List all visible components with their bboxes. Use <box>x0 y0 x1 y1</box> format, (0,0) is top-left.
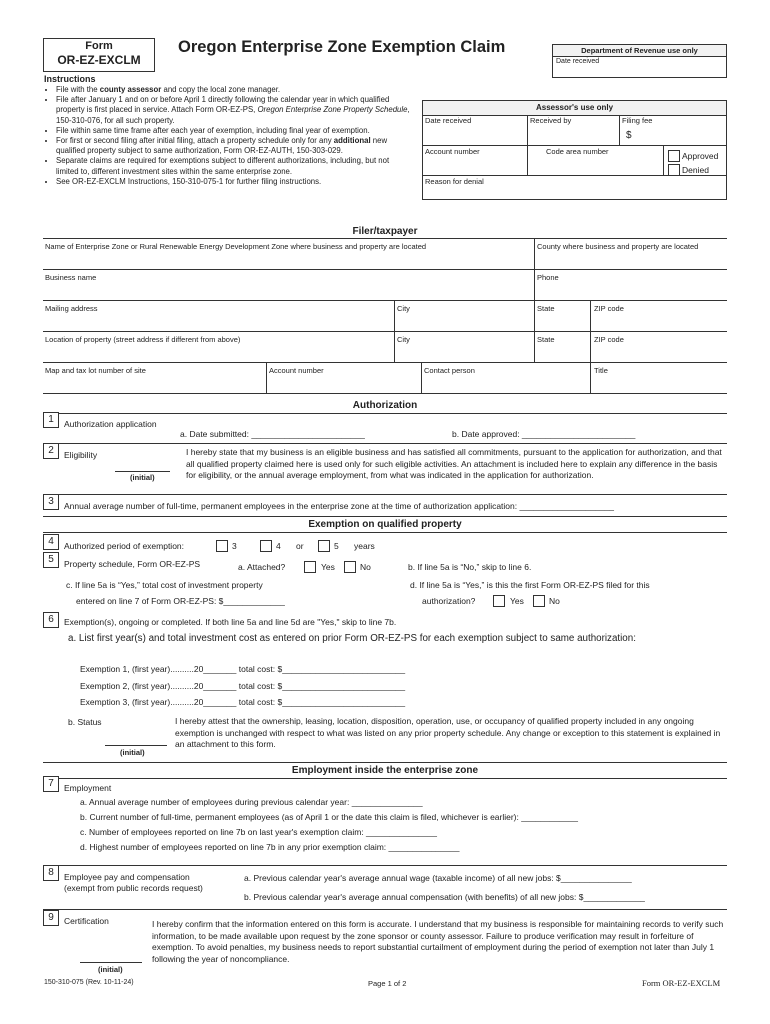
filing-fee-dollar: $ <box>626 130 632 141</box>
assessor-received-by: Received by <box>530 116 572 125</box>
exemption-3-field[interactable]: Exemption 3, (first year)..........20_______ total cost: $__________________________ <box>80 697 406 707</box>
line-5d-no-checkbox[interactable] <box>533 595 545 607</box>
map-tax-lot-field[interactable]: Map and tax lot number of site <box>45 366 146 375</box>
assessor-code-area: Code area number <box>546 147 609 156</box>
line-5-label: Property schedule, Form OR-EZ-PS <box>64 559 201 569</box>
period-3-label: 3 <box>232 541 237 551</box>
filer-section-title: Filer/taxpayer <box>352 226 418 237</box>
business-name-field[interactable]: Business name <box>45 273 97 282</box>
dor-use-box <box>552 44 727 78</box>
footer-form-name: Form OR-EZ-EXCLM <box>642 978 721 988</box>
line-5d-text: d. If line 5a is “Yes,” is this the first Form OR-EZ-PS filed for this <box>410 580 650 590</box>
line-1-number: 1 <box>43 412 59 428</box>
line-7b-field[interactable]: b. Current number of full-time, permanent employees (as of April 1 or the date this claim is filed, whichever is earlier): ____________ <box>80 812 578 822</box>
line-8-label: Employee pay and compensation <box>64 872 190 882</box>
line-1-label: Authorization application <box>64 419 157 429</box>
line-5c-cost-field[interactable]: entered on line 7 of Form OR-EZ-PS: $_____________ <box>76 596 285 606</box>
line-8-sublabel: (exempt from public records request) <box>64 883 203 893</box>
period-5-checkbox[interactable] <box>318 540 330 552</box>
footer-page-number: Page 1 of 2 <box>368 979 407 988</box>
filer-account-number-field[interactable]: Account number <box>269 366 324 375</box>
reason-for-denial: Reason for denial <box>425 177 484 186</box>
exemption-2-field[interactable]: Exemption 2, (first year)..........20_______ total cost: $__________________________ <box>80 681 406 691</box>
zone-name-field[interactable]: Name of Enterprise Zone or Rural Renewable Energy Development Zone where business and property are located <box>45 242 427 251</box>
line-5a-no-label: No <box>360 562 371 572</box>
line-5b-text: b. If line 5a is “No,” skip to line 6. <box>408 562 532 572</box>
line-6a-label: a. List first year(s) and total investment cost as entered on prior Form OR-EZ-PS for each exemption subject to same authorization: <box>68 633 636 644</box>
exemption-section-title: Exemption on qualified property <box>308 519 462 530</box>
denied-label: Denied <box>682 165 709 175</box>
line-2-number: 2 <box>43 443 59 459</box>
line-8-number: 8 <box>43 865 59 881</box>
line-5-number: 5 <box>43 552 59 568</box>
period-4-label: 4 <box>276 541 281 551</box>
title-field[interactable]: Title <box>594 366 608 375</box>
page-title: Oregon Enterprise Zone Exemption Claim <box>178 38 506 56</box>
date-submitted-field[interactable]: a. Date submitted: ________________________ <box>180 429 365 439</box>
form-id-box <box>43 38 155 72</box>
period-or-label: or <box>296 541 304 551</box>
instruction-item: • File after January 1 and on or before April 1 directly following the calendar year in which qualified property is first placed in service. Attach Form OR-EZ-PS, Oregon Enterprise Zone Property Schedule, 150-310-076, for all such property. <box>56 95 412 126</box>
assessor-filing-fee: Filing fee <box>622 116 653 125</box>
line-2-label: Eligibility <box>64 450 98 460</box>
instructions <box>44 73 412 187</box>
dor-date-received: Date received <box>556 58 600 65</box>
instruction-item: • See OR-EZ-EXCLM Instructions, 150-310-075-1 for further filing instructions. <box>56 177 412 187</box>
period-years-label: years <box>354 541 375 551</box>
employment-section-title: Employment inside the enterprise zone <box>291 765 479 776</box>
approved-checkbox[interactable] <box>668 150 680 162</box>
period-4-checkbox[interactable] <box>260 540 272 552</box>
line-7c-field[interactable]: c. Number of employees reported on line 7b on last year's exemption claim: _______________ <box>80 827 437 837</box>
period-5-label: 5 <box>334 541 339 551</box>
line-5d-yes-checkbox[interactable] <box>493 595 505 607</box>
eligibility-statement: I hereby state that my business is an eligible business and has satisfied all commitments, pursuant to the application for authorization, and that all qualified property claimed here is used only for such eligible activities. An attachment is included here to explain any difference in the basis for eligibility, or the annual average employment, from what was indicated in the application for authorization. <box>186 447 722 480</box>
phone-field[interactable]: Phone <box>537 273 559 282</box>
instruction-item: • For first or second filing after initial filing, attach a property schedule only for any additional new qualified property subject to same authorization, Form OR-EZ-AUTH, 150-303-029. <box>56 136 412 156</box>
certification-initial-field[interactable]: (initial) <box>98 965 123 974</box>
line-3-text[interactable]: Annual average number of full-time, permanent employees in the enterprise zone at the time of authorization application: ____________________ <box>64 501 615 511</box>
line-5d-yes-label: Yes <box>510 596 524 606</box>
status-initial-field[interactable]: (initial) <box>120 748 145 757</box>
line-6-number: 6 <box>43 612 59 628</box>
state-field[interactable]: State <box>537 304 555 313</box>
denied-checkbox[interactable] <box>668 164 680 176</box>
line-5a-yes-checkbox[interactable] <box>304 561 316 573</box>
line-5d-no-label: No <box>549 596 560 606</box>
assessor-date-received: Date received <box>425 116 472 125</box>
eligibility-initial-field[interactable]: (initial) <box>130 473 155 482</box>
instructions-heading: Instructions <box>44 74 96 84</box>
status-statement: I hereby attest that the ownership, leasing, location, disposition, operation, use, or occupancy of qualified property included in any ongoing exemption is unchanged with respect to what was listed on any prior property schedule. Any change or exception to this statement is explained in an attachment to this form. <box>175 716 721 749</box>
line-7a-field[interactable]: a. Annual average number of employees during previous calendar year: _______________ <box>80 797 423 807</box>
mailing-address-field[interactable]: Mailing address <box>45 304 98 313</box>
instruction-item: • File within same time frame after each year of exemption, including final year of exemption. <box>56 126 412 136</box>
property-location-field[interactable]: Location of property (street address if different from above) <box>45 335 241 344</box>
line-3-number: 3 <box>43 494 59 510</box>
city-field[interactable]: City <box>397 304 410 313</box>
form-word: Form <box>85 40 113 52</box>
property-city-field[interactable]: City <box>397 335 410 344</box>
assessor-account-number: Account number <box>425 147 480 156</box>
form-code: OR-EZ-EXCLM <box>57 53 141 67</box>
line-8a-field[interactable]: a. Previous calendar year's average annual wage (taxable income) of all new jobs: $_______________ <box>244 873 632 883</box>
property-zip-field[interactable]: ZIP code <box>594 335 624 344</box>
certification-statement: I hereby confirm that the information entered on this form is accurate. I understand that my business is responsible for maintaining records to verify such information, to be made available upon request by the zone sponsor or county assessor. Failure to produce verification may result in forfeiture of exemption. To avoid penalties, my business needs to report substantial curtailment of employment during the period of exemption not later than July 1 following the year of noncompliance. <box>152 919 724 964</box>
exemption-1-field[interactable]: Exemption 1, (first year)..........20_______ total cost: $__________________________ <box>80 664 406 674</box>
period-3-checkbox[interactable] <box>216 540 228 552</box>
instruction-item: • File with the county assessor and copy the local zone manager. <box>56 85 412 95</box>
property-state-field[interactable]: State <box>537 335 555 344</box>
zip-field[interactable]: ZIP code <box>594 304 624 313</box>
line-9-label: Certification <box>64 916 109 926</box>
line-8b-field[interactable]: b. Previous calendar year's average annual compensation (with benefits) of all new jobs: $_____________ <box>244 892 645 902</box>
county-field[interactable]: County where business and property are located <box>537 242 699 251</box>
date-approved-field[interactable]: b. Date approved: ________________________ <box>452 429 636 439</box>
line-7-label: Employment <box>64 783 112 793</box>
contact-person-field[interactable]: Contact person <box>424 366 475 375</box>
line-6-label: Exemption(s), ongoing or completed. If both line 5a and line 5d are "Yes," skip to line 7b. <box>64 617 397 627</box>
line-4-label: Authorized period of exemption: <box>64 541 185 551</box>
line-5d-authorization: authorization? <box>422 596 476 606</box>
line-7-number: 7 <box>43 776 59 792</box>
line-5a-yes-label: Yes <box>321 562 335 572</box>
line-4-number: 4 <box>43 534 59 550</box>
line-5c-text: c. If line 5a is “Yes,” total cost of investment property <box>66 580 263 590</box>
dor-title: Department of Revenue use only <box>553 45 726 57</box>
approved-label: Approved <box>682 151 719 161</box>
assessor-title: Assessor's use only <box>423 101 726 116</box>
line-6b-label: b. Status <box>68 717 102 727</box>
authorization-section-title: Authorization <box>352 400 418 411</box>
line-9-number: 9 <box>43 910 59 926</box>
line-5a-no-checkbox[interactable] <box>344 561 356 573</box>
line-5a-label: a. Attached? <box>238 562 286 572</box>
instruction-item: • Separate claims are required for exemptions subject to different authorizations, including, but not limited to, different investment sites within the same enterprise zone. <box>56 156 412 176</box>
footer-revision: 150-310-075 (Rev. 10-11-24) <box>44 979 134 986</box>
line-7d-field[interactable]: d. Highest number of employees reported on line 7b in any prior exemption claim: _______________ <box>80 842 460 852</box>
